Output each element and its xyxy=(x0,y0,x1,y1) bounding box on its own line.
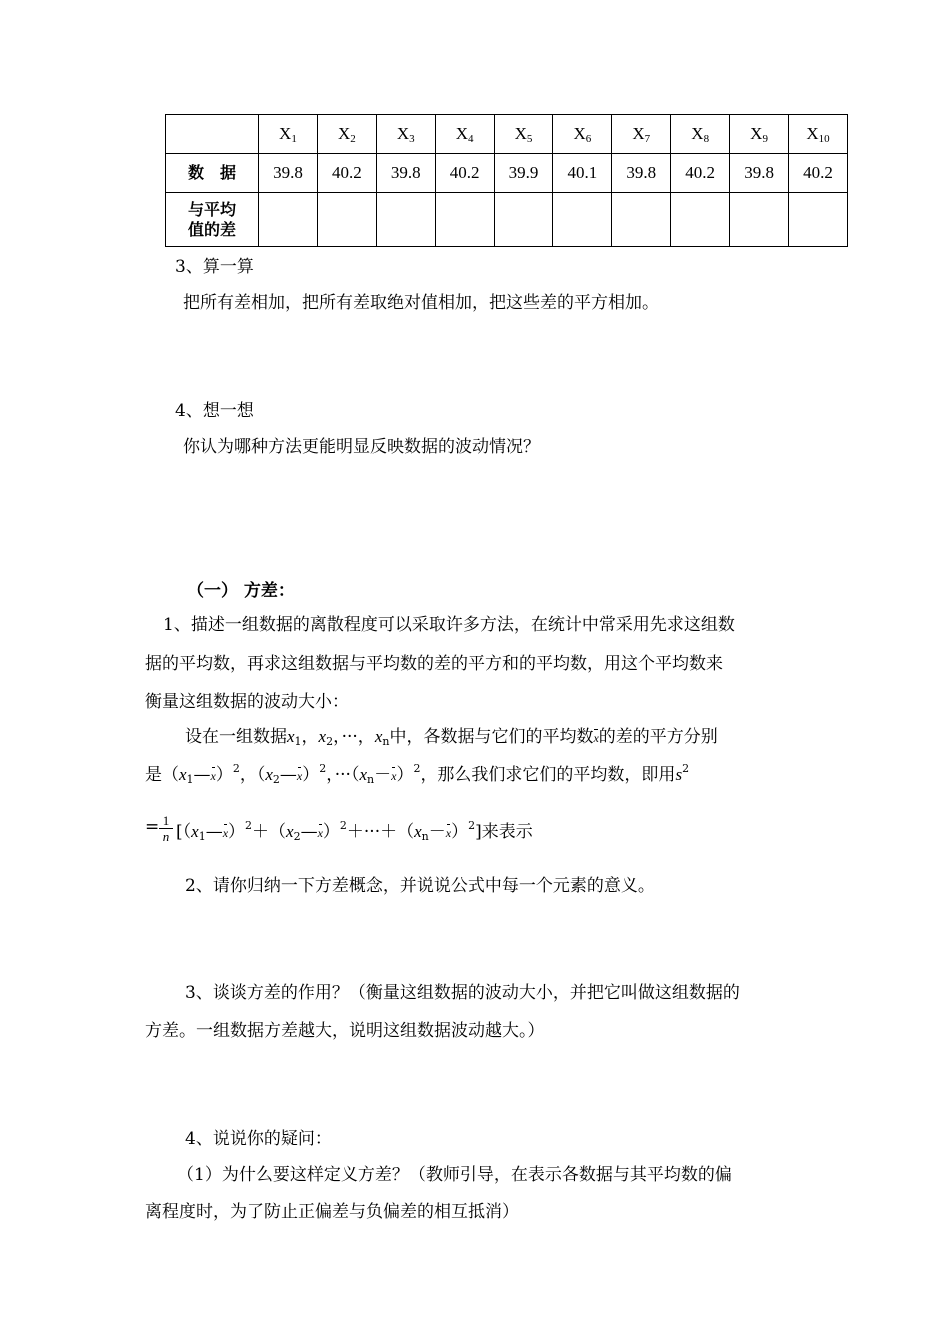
header-label: $X_8$ xyxy=(691,123,710,145)
value-cell: 39.8 xyxy=(259,154,318,193)
math-s2: $s^2$ xyxy=(675,762,690,784)
header-subscript: 5 xyxy=(526,132,533,145)
question-3-line2: 方差。一组数据方差越大，说明这组数据波动越大。） xyxy=(145,1021,545,1041)
paragraph-1-line2: 据的平均数，再求这组数据与平均数的差的平方和的平均数，用这个平均数来 xyxy=(145,654,723,674)
section-3-heading: 3、算一算 xyxy=(175,257,254,277)
header-subscript: 4 xyxy=(468,132,474,145)
header-subscript: 1 xyxy=(291,132,297,145)
paragraph-2-line1: 设在一组数据$x_1$，$x_2$，···，$x_n$中，各数据与它们的平均数x的差的平方分别 xyxy=(185,727,718,748)
header-subscript: 3 xyxy=(409,132,415,145)
header-subscript: 2 xyxy=(350,132,356,145)
value-cell: 40.2 xyxy=(671,154,730,193)
empty-cell xyxy=(730,193,789,247)
row-label-data: 数 据 xyxy=(166,154,259,193)
math-x2: $x_2$ xyxy=(318,727,334,748)
header-cell xyxy=(789,115,848,154)
formula-end-text: 来表示 xyxy=(481,822,533,842)
data-table xyxy=(165,114,848,247)
header-cell xyxy=(435,115,494,154)
empty-cell xyxy=(259,193,318,247)
formula-equals: = xyxy=(145,817,160,837)
empty-cell xyxy=(317,193,376,247)
header-subscript: 10 xyxy=(818,132,830,145)
p3-text-a: 是 xyxy=(145,765,162,785)
header-cell xyxy=(376,115,435,154)
header-cell xyxy=(553,115,612,154)
row-label-diff-line1: 与平均 xyxy=(187,199,236,219)
empty-cell xyxy=(612,193,671,247)
value-cell: 40.2 xyxy=(789,154,848,193)
section-4-heading: 4、想一想 xyxy=(175,401,254,421)
formula-line xyxy=(176,817,533,843)
header-label: $X_7$ xyxy=(632,123,651,145)
question-4-heading: 4、说说你的疑问： xyxy=(185,1129,332,1149)
question-4-1-line1: （1）为什么要这样定义方差？（教师引导，在表示各数据与其平均数的偏 xyxy=(177,1165,732,1185)
header-cell xyxy=(494,115,553,154)
p2-text-c: 的差的平方分别 xyxy=(598,727,718,747)
header-label: $X_{10}$ xyxy=(806,123,830,145)
p3-text-b: ，那么我们求它们的平均数，即用 xyxy=(420,765,676,785)
question-2: 2、请你归纳一下方差概念，并说说公式中每一个元素的意义。 xyxy=(185,876,655,896)
section-4-text: 你认为哪种方法更能明显反映数据的波动情况？ xyxy=(183,437,540,457)
p2-text-b: 中，各数据与它们的平均数 xyxy=(389,727,594,747)
value-cell: 39.8 xyxy=(376,154,435,193)
question-4-1-line2: 离程度时，为了防止正偏差与负偏差的相互抵消） xyxy=(145,1202,519,1222)
math-fraction-1-over-n: $\frac{1}{n}$ xyxy=(159,813,173,845)
empty-cell xyxy=(376,193,435,247)
empty-cell xyxy=(494,193,553,247)
part-1-heading: （一） 方差： xyxy=(187,581,295,601)
header-label: $X_4$ xyxy=(455,123,474,145)
math-xn: $x_n$ xyxy=(374,727,390,748)
value-cell: 40.1 xyxy=(553,154,612,193)
header-subscript: 6 xyxy=(585,132,592,145)
table-data-row xyxy=(166,154,848,193)
header-label: $X_5$ xyxy=(514,123,533,145)
table-diff-row xyxy=(166,193,848,247)
value-cell: 39.8 xyxy=(730,154,789,193)
math-x1: $x_1$ xyxy=(287,727,302,748)
question-3-line1: 3、谈谈方差的作用？（衡量这组数据的波动大小，并把它叫做这组数据的 xyxy=(185,983,740,1003)
section-3-text: 把所有差相加，把所有差取绝对值相加，把这些差的平方相加。 xyxy=(183,293,659,313)
row-label-diff xyxy=(166,193,259,247)
header-label: $X_1$ xyxy=(279,123,297,145)
empty-cell xyxy=(671,193,730,247)
header-cell xyxy=(317,115,376,154)
empty-cell xyxy=(435,193,494,247)
header-subscript: 9 xyxy=(762,132,768,145)
header-label: $X_6$ xyxy=(573,123,592,145)
header-label: $X_2$ xyxy=(337,123,356,145)
math-squares: $(x_1—x)^2$，$(x_2—x)^2$，$\cdot\cdot\cdot(x_n-x)^2$ xyxy=(162,762,421,786)
value-cell: 40.2 xyxy=(435,154,494,193)
math-variance-expression: $[(x_1—x)^2+(x_2—x)^2+\cdot\cdot\cdot+(x_n-x)^2]$ xyxy=(176,819,482,843)
header-subscript: 8 xyxy=(703,132,710,145)
paragraph-2-line2 xyxy=(145,760,689,786)
value-cell: 39.9 xyxy=(494,154,553,193)
empty-cell xyxy=(789,193,848,247)
header-cell xyxy=(671,115,730,154)
empty-cell xyxy=(553,193,612,247)
paragraph-1-line1: 1、描述一组数据的离散程度可以采取许多方法，在统计中常采用先求这组数 xyxy=(163,615,735,635)
p2-text-a: 设在一组数据 xyxy=(185,727,287,747)
table-corner-cell xyxy=(166,115,259,154)
table-header-row xyxy=(166,115,848,154)
header-cell xyxy=(259,115,318,154)
value-cell: 39.8 xyxy=(612,154,671,193)
value-cell: 40.2 xyxy=(317,154,376,193)
header-cell xyxy=(730,115,789,154)
math-xbar: x xyxy=(593,731,599,745)
paragraph-1-line3: 衡量这组数据的波动大小： xyxy=(145,692,349,712)
row-label-diff-line2: 值的差 xyxy=(187,219,236,239)
header-subscript: 7 xyxy=(644,132,651,145)
header-cell xyxy=(612,115,671,154)
header-label: $X_3$ xyxy=(396,123,415,145)
header-label: $X_9$ xyxy=(750,123,768,145)
